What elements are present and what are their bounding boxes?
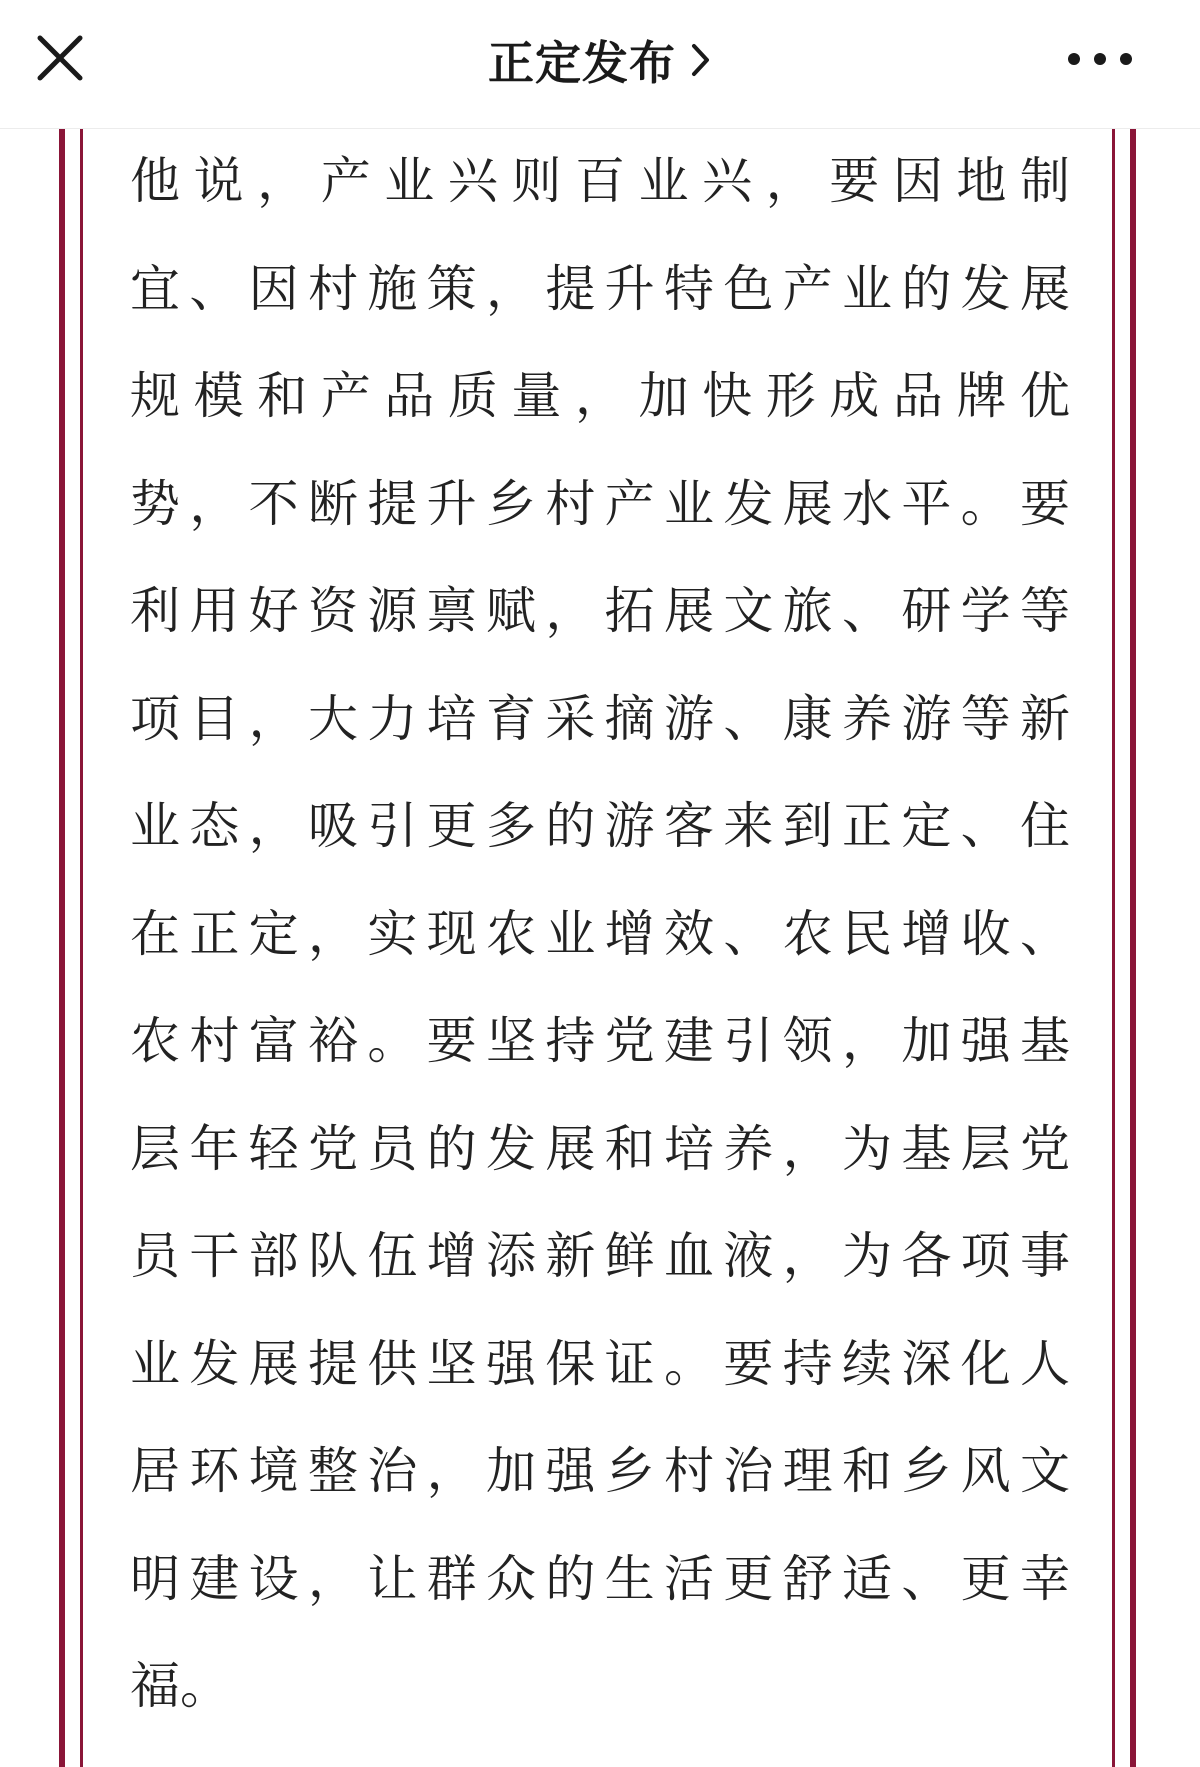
article-line: 居环境整治，加强乡村治理和乡风文 [130, 1442, 1070, 1500]
article-line: 业发展提供坚强保证。要持续深化人 [130, 1334, 1070, 1393]
article-line: 宜、因村施策，提升特色产业的发展 [130, 259, 1070, 318]
article-line: 层年轻党员的发展和培养，为基层党 [130, 1119, 1070, 1178]
article-line: 员干部队伍增添新鲜血液，为各项事 [130, 1227, 1070, 1285]
article-body [130, 128, 1070, 1741]
article-line: 利用好资源禀赋，拓展文旅、研学等 [130, 582, 1070, 640]
more-options-button[interactable] [1060, 34, 1140, 84]
article-line: 业态，吸引更多的游客来到正定、住 [130, 797, 1070, 855]
top-navigation-bar [0, 0, 1200, 129]
article-line: 明建设，让群众的生活更舒适、更幸 [130, 1549, 1070, 1608]
article-line: 农村富裕。要坚持党建引领，加强基 [130, 1012, 1070, 1070]
account-title-link[interactable] [0, 28, 1200, 92]
chevron-right-icon [690, 40, 712, 80]
more-horizontal-icon [1060, 34, 1140, 84]
article-line: 福。 [130, 1657, 230, 1715]
frame-right-outer-line [1130, 128, 1136, 1767]
frame-left-outer-line [59, 128, 65, 1767]
article-line: 他说，产业兴则百业兴，要因地制 [130, 152, 1070, 210]
article-line: 规模和产品质量，加快形成品牌优 [130, 367, 1070, 425]
article-line: 势，不断提升乡村产业发展水平。要 [130, 474, 1070, 533]
frame-left-inner-line [80, 128, 83, 1767]
article-line: 在正定，实现农业增效、农民增收、 [130, 904, 1070, 963]
article-line: 项目，大力培育采摘游、康养游等新 [130, 689, 1070, 748]
frame-right-inner-line [1112, 128, 1115, 1767]
page-title: 正定发布 [488, 36, 676, 90]
